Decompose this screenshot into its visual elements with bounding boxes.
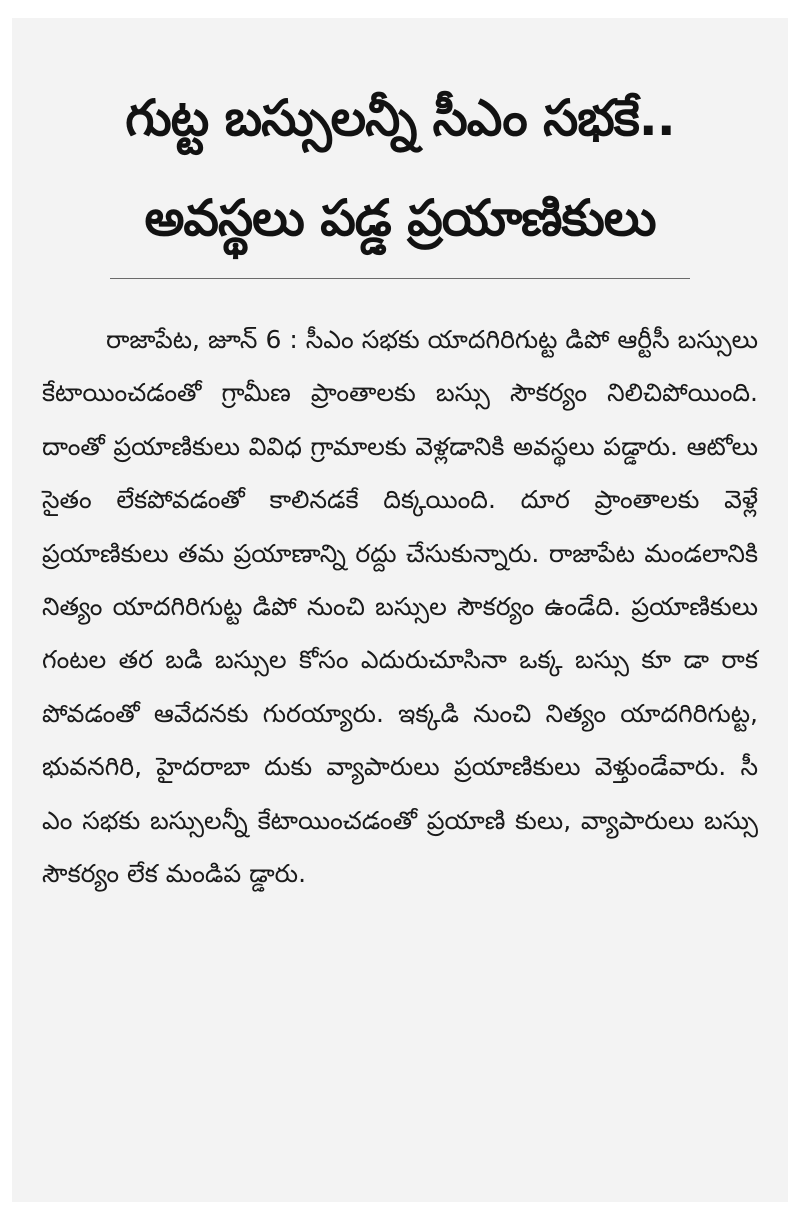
article-body: రాజాపేట, జూన్ 6 : సీఎం సభకు యాదగిరిగుట్ట డిపో ఆర్టీసీ బస్సులు కేటాయించడంతో గ్రామీణ ప్రాంతాలకు బస్సు సౌకర్యం నిలిచిపోయింది. దాంతో ప్రయాణికులు వివిధ గ్రామాలకు వెళ్లడానికి అవస్థలు పడ్డారు. ఆటోలు సైతం లేకపోవడంతో కాలినడకే దిక్కయింది. దూర ప్రాంతాలకు వెళ్లే ప్రయాణికులు తమ ప్రయాణాన్ని రద్దు చేసుకున్నారు. రాజాపేట మండలానికి నిత్యం యాదగిరిగుట్ట డిపో నుంచి బస్సుల సౌకర్యం ఉండేది. ప్రయాణికులు గంటల తర బడి బస్సుల కోసం ఎదురుచూసినా ఒక్క బస్సు కూ డా రాక పోవడంతో ఆవేదనకు గురయ్యారు. ఇక్కడి నుంచి నిత్యం యాదగిరిగుట్ట, భువనగిరి, హైదరాబా దుకు వ్యాపారులు ప్రయాణికులు వెళ్తుండేవారు. సీ ఎం సభకు బస్సులన్నీ కేటాయించడంతో ప్రయాణి కులు, వ్యాపారులు బస్సు సౌకర్యం లేక మండిప డ్డారు. (42, 325, 758, 889)
headline-line-1: గుట్ట బస్సులన్నీ సీఎం సభకే.. (125, 89, 675, 147)
headline-line-2: అవస్థలు పడ్డ ప్రయాణికులు (144, 189, 656, 247)
newspaper-clipping (12, 18, 788, 1202)
headline-divider (110, 278, 690, 279)
